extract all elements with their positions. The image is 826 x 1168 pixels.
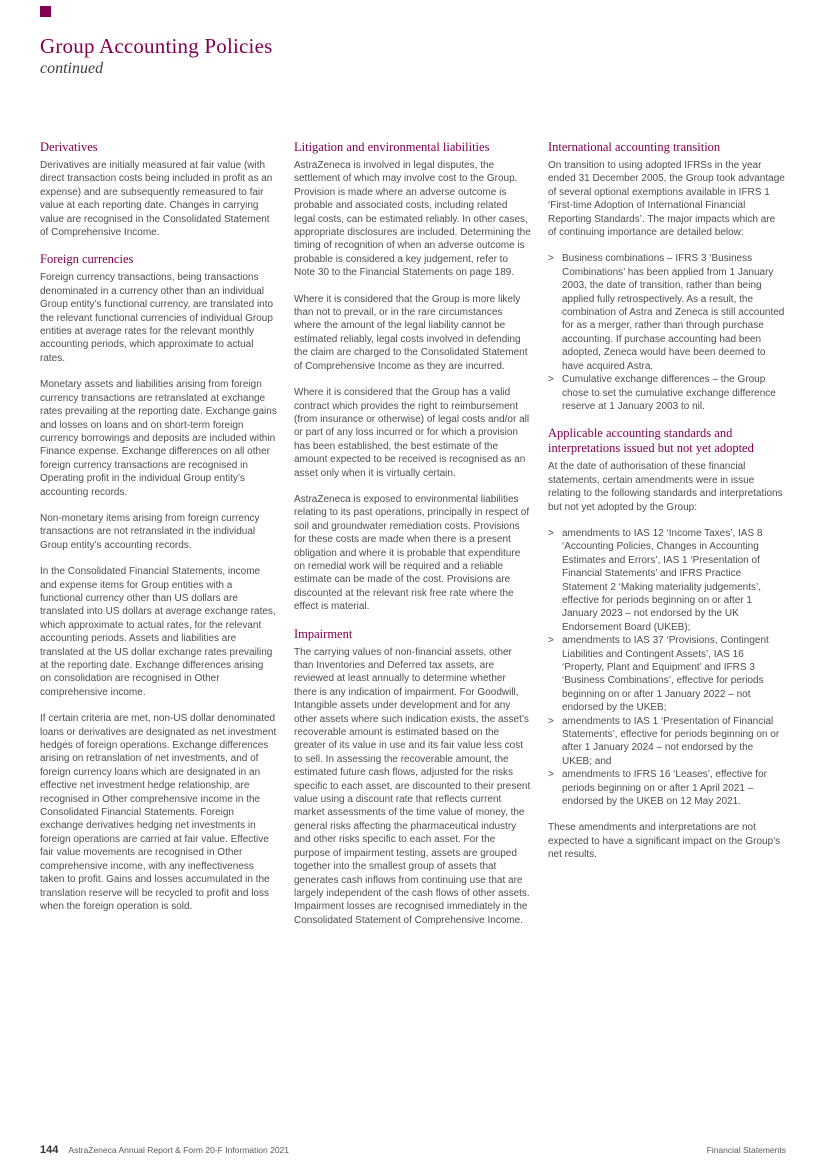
page-header (40, 34, 272, 79)
paragraph: Derivatives are initially measured at fair value (with direct transaction costs being included in profit as an expense) and are subsequently remeasured to fair value at each reporting date. Changes in carrying value are recognised in the Consolidated Statement of Comprehensive Income. (40, 160, 273, 239)
section-heading: International accounting transition (548, 140, 721, 154)
paragraph: If certain criteria are met, non-US dollar denominated loans or derivatives are designated as net investment hedges of foreign operations. Exchange differences arising on retranslation of net investments, and of foreign currency loans which are designated in an effective net investment hedge relationship, are recognised in Other comprehensive income in the Consolidated Financial Statements. Foreign exchange derivatives hedging net investments in foreign operations are carried at fair value. Effective fair value movements are recognised in Other comprehensive income, with any ineffectiveness taken to profit. Gains and losses accumulated in the translation reserve will be recycled to profit and loss when the foreign operation is sold. (40, 713, 277, 912)
bullet-marker-icon: > (548, 769, 554, 781)
column-2 (294, 140, 531, 927)
policy-section (294, 627, 531, 928)
bullet-text: Cumulative exchange differences – the Group chose to set the cumulative exchange difference reserve at 1 January 2003 to nil. (562, 374, 776, 412)
paragraph: These amendments and interpretations are not expected to have a significant impact on the Group’s net results. (548, 822, 781, 861)
bullet-item (548, 373, 785, 413)
section-heading: Applicable accounting standards and interpretations issued but not yet adopted (548, 426, 754, 456)
policy-section (40, 140, 277, 239)
footer-section-label: Financial Statements (706, 1145, 786, 1155)
bullet-marker-icon: > (548, 527, 554, 539)
bullet-text: amendments to IAS 12 ‘Income Taxes’, IAS 8 ‘Accounting Policies, Changes in Accounting Estimates and Errors’, IAS 1 ‘Presentation of Financial Statements’ and IFRS Practice Statement 2 ‘Making materiality judgements’, effective for periods beginning on or after 1 January 2023 – not endorsed by the UK Endorsement Board (UKEB); (562, 527, 763, 633)
paragraph: Foreign currency transactions, being transactions denominated in a currency other than an individual Group entity’s functional currency, are translated into the relevant functional currencies of individual Group entities at average rates for the relevant monthly accounting periods, which approximate to actual rates. (40, 272, 274, 364)
bullet-item (548, 527, 785, 634)
bullet-text: amendments to IAS 37 ‘Provisions, Contingent Liabilities and Contingent Assets’, IAS 16 ‘Property, Plant and Equipment’ and IFRS 3 ‘Business Combinations’, effective for periods beginning on or after 1 January 2022 – not endorsed by the UKEB; (562, 635, 769, 714)
footer-left (40, 1144, 289, 1156)
page-footer (40, 1144, 786, 1156)
bullet-item (548, 715, 785, 769)
bullet-marker-icon: > (548, 715, 554, 727)
bullet-marker-icon: > (548, 253, 554, 265)
brand-tab-mark (40, 6, 51, 17)
bullet-item (548, 768, 785, 808)
page-subtitle: continued (40, 60, 104, 77)
footer-report-title: AstraZeneca Annual Report & Form 20-F Information 2021 (68, 1145, 289, 1155)
section-heading: Foreign currencies (40, 252, 134, 267)
paragraph: Monetary assets and liabilities arising from foreign currency transactions are retranslated at exchange rates prevailing at the reporting date. Exchange gains and losses on loans and on short-term foreign currency borrowings and deposits are included within Finance expense. Exchange differences on all other foreign currency transactions are recognised in Operating profit in the individual Group entity’s accounting records. (40, 379, 277, 498)
policy-section (548, 140, 785, 413)
column-1 (40, 140, 277, 913)
policy-section (548, 426, 785, 861)
paragraph: In the Consolidated Financial Statements, income and expense items for Group entities with a functional currency other than US dollars are translated into US dollars at average exchange rates, which approximate to actual rates, for the relevant accounting periods. Assets and liabilities are translated at the US dollar exchange rates prevailing at the reporting date. Exchange differences arising on consolidation are recognised in Other comprehensive income. (40, 566, 276, 698)
paragraph: Where it is considered that the Group has a valid contract which provides the right to reimbursement (from insurance or otherwise) of legal costs and/or all or part of any loss incurred or for which a provision has been established, the best estimate of the amount expected to be received is recognised as an asset only when it is virtually certain. (294, 387, 530, 479)
bullet-text: amendments to IFRS 16 ‘Leases’, effective for periods beginning on or after 1 April 2021 – endorsed by the UKEB on 12 May 2021. (562, 769, 767, 808)
bullet-text: Business combinations – IFRS 3 ‘Business Combinations’ has been applied from 1 January 2003, the date of transition, rather than being applied fully retrospectively. As a result, the combination of Astra and Zeneca is still accounted for as a merger, rather than through purchase accounting. If purchase accounting had been adopted, Zeneca would have been deemed to have acquired Astra. (562, 253, 785, 372)
columns (40, 140, 786, 927)
page-title: Group Accounting Policies (40, 34, 273, 58)
paragraph: On transition to using adopted IFRSs in the year ended 31 December 2005, the Group took advantage of several optional exemptions available in IFRS 1 ‘First-time Adoption of International Financial Reporting Standards’. The major impacts which are of continuing importance are detailed below: (548, 160, 785, 239)
bullet-item (548, 634, 785, 714)
paragraph: Where it is considered that the Group is more likely than not to prevail, or in the rare circumstances where the amount of the legal liability cannot be estimated reliably, legal costs involved in defending the claim are charged to the Consolidated Statement of Comprehensive Income as they are incurred. (294, 293, 528, 372)
bullet-text: amendments to IAS 1 ‘Presentation of Financial Statements’, effective for periods beginning on or after 1 January 2024 – not endorsed by the UKEB; and (562, 715, 780, 767)
policy-section (294, 140, 531, 614)
section-heading: Impairment (294, 626, 353, 641)
column-3 (548, 140, 785, 862)
paragraph: AstraZeneca is involved in legal disputes, the settlement of which may involve cost to the Group. Provision is made where an adverse outcome is probable and associated costs, including related legal costs, can be estimated reliably. In other cases, appropriate disclosures are included. Determining the timing of recognition of when an adverse outcome is probable is considered a key judgement, refer to Note 30 to the Financial Statements on page 189. (294, 160, 531, 279)
bullet-item (548, 252, 785, 373)
paragraph: AstraZeneca is exposed to environmental liabilities relating to its past operations, principally in respect of soil and groundwater remediation costs. Provisions for these costs are made when there is a present obligation and where it is probable that expenditure on remedial work will be required and a reliable estimate can be made of the cost. Provisions are discounted at the relevant risk free rate where the effect is material. (294, 493, 530, 613)
page-number: 144 (40, 1144, 59, 1156)
paragraph: Non-monetary items arising from foreign currency transactions are not retranslated in the individual Group entity’s accounting records. (40, 512, 260, 551)
bullet-marker-icon: > (548, 374, 554, 386)
bullet-marker-icon: > (548, 635, 554, 647)
paragraph: At the date of authorisation of these financial statements, certain amendments were in issue relating to the following standards and interpretations but not yet adopted by the Group: (548, 461, 783, 513)
policy-section (40, 252, 277, 913)
section-heading: Litigation and environmental liabilities (294, 140, 490, 154)
paragraph: The carrying values of non-financial assets, other than Inventories and Deferred tax assets, are reviewed at least annually to determine whether there is any indication of impairment. For Goodwill, Intangible assets under development and for any other assets where such indication exists, the asset’s recoverable amount is estimated based on the greater of its value in use and its fair value less cost to sell. In assessing the recoverable amount, the estimated future cash flows, adjusted for the risks specific to each asset, are discounted to their present value using a discount rate that reflects current market assessments of the time value of money, the general risks affecting the pharmaceutical industry and other risks specific to each asset. For the purpose of impairment testing, assets are grouped together into the smallest group of assets that generates cash inflows from continuing use that are largely independent of the cash flows of other assets. Impairment losses are recognised immediately in the Consolidated Statement of Comprehensive Income. (294, 646, 531, 926)
section-heading: Derivatives (40, 140, 98, 154)
